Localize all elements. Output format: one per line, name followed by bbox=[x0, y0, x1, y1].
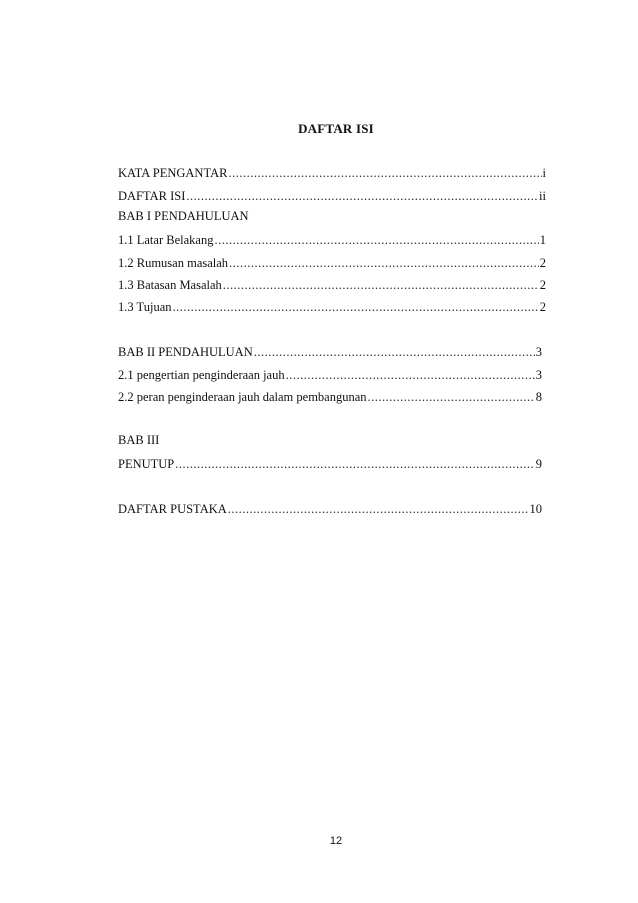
toc-entry-label: 2.1 pengertian penginderaan jauh bbox=[118, 368, 285, 382]
toc-entry-label: DAFTAR ISI bbox=[118, 189, 186, 203]
toc-entry-page: 3 bbox=[535, 368, 542, 382]
toc-entry-label: 2.2 peran penginderaan jauh dalam pembangunan bbox=[118, 390, 367, 404]
dot-leader bbox=[214, 233, 538, 248]
toc-heading-bab-3: BAB III bbox=[118, 433, 160, 447]
toc-entry-kata-pengantar bbox=[118, 164, 546, 181]
toc-entry-page: 9 bbox=[535, 457, 542, 471]
toc-entry-label: KATA PENGANTAR bbox=[118, 166, 228, 180]
toc-entry-2-2 bbox=[118, 388, 542, 405]
toc-entry-label: DAFTAR PUSTAKA bbox=[118, 502, 227, 516]
toc-entry-1-2 bbox=[118, 254, 546, 271]
dot-leader bbox=[228, 166, 541, 181]
toc-entry-page: 10 bbox=[529, 502, 542, 516]
toc-entry-daftar-pustaka bbox=[118, 500, 542, 517]
toc-heading-bab-1: BAB I PENDAHULUAN bbox=[118, 209, 249, 223]
toc-entry-label: 1.3 Batasan Masalah bbox=[118, 278, 222, 292]
page-number: 12 bbox=[329, 835, 343, 847]
toc-entry-page: ii bbox=[539, 189, 546, 203]
dot-leader bbox=[223, 278, 539, 293]
dot-leader bbox=[228, 502, 529, 517]
toc-entry-page: 2 bbox=[539, 278, 546, 292]
dot-leader bbox=[229, 256, 539, 271]
toc-entry-page: 3 bbox=[535, 345, 542, 359]
toc-entry-penutup bbox=[118, 455, 542, 472]
toc-entry-2-1 bbox=[118, 366, 542, 383]
toc-entry-label: 1.2 Rumusan masalah bbox=[118, 256, 229, 270]
toc-entry-1-1 bbox=[118, 231, 546, 248]
dot-leader bbox=[173, 300, 539, 315]
dot-leader bbox=[254, 345, 535, 360]
dot-leader bbox=[368, 390, 535, 405]
toc-entry-label: 1.1 Latar Belakang bbox=[118, 233, 214, 247]
toc-entry-daftar-isi bbox=[118, 187, 546, 204]
toc-entry-label: BAB II PENDAHULUAN bbox=[118, 345, 253, 359]
toc-entry-label: 1.3 Tujuan bbox=[118, 300, 172, 314]
toc-entry-page: i bbox=[542, 166, 546, 180]
toc-entry-page: 1 bbox=[539, 233, 546, 247]
dot-leader bbox=[175, 457, 534, 472]
dot-leader bbox=[186, 189, 538, 204]
page-title: DAFTAR ISI bbox=[298, 121, 374, 136]
toc-entry-1-3-batasan bbox=[118, 276, 546, 293]
toc-entry-label: PENUTUP bbox=[118, 457, 175, 471]
toc-entry-page: 8 bbox=[535, 390, 542, 404]
toc-entry-page: 2 bbox=[539, 300, 546, 314]
toc-entry-1-3-tujuan bbox=[118, 298, 546, 315]
toc-entry-page: 2 bbox=[539, 256, 546, 270]
dot-leader bbox=[286, 368, 535, 383]
toc-entry-bab-2 bbox=[118, 343, 542, 360]
